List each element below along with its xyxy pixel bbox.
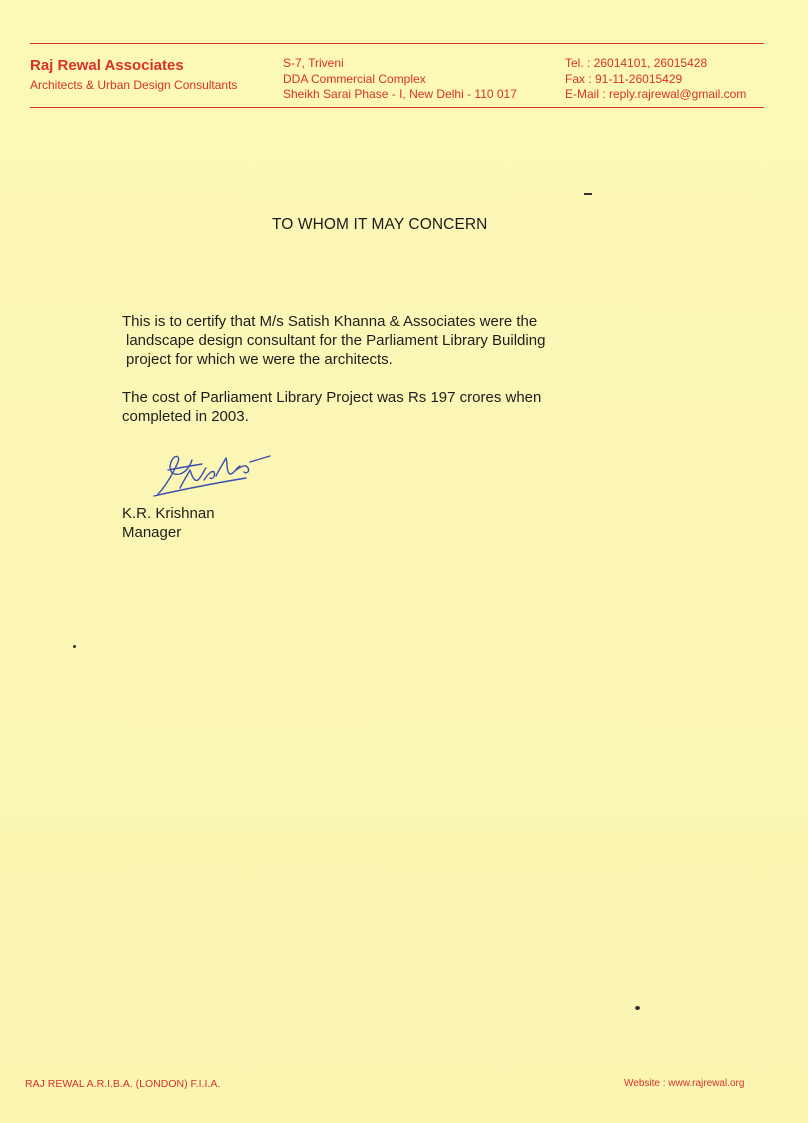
address-line: Sheikh Sarai Phase - I, New Delhi - 110 017 bbox=[283, 87, 517, 101]
letterhead-bottom-rule bbox=[30, 107, 764, 108]
ink-mark bbox=[584, 193, 592, 195]
firm-tagline: Architects & Urban Design Consultants bbox=[30, 78, 238, 92]
contact-block bbox=[565, 56, 746, 103]
paragraph-line: landscape design consultant for the Parliament Library Building bbox=[126, 332, 546, 349]
footer-website: Website : www.rajrewal.org bbox=[624, 1078, 745, 1089]
paragraph-line: The cost of Parliament Library Project was Rs 197 crores when bbox=[122, 389, 542, 406]
address-block bbox=[283, 56, 517, 103]
signatory-title: Manager bbox=[122, 524, 182, 541]
paragraph-line: This is to certify that M/s Satish Khanna & Associates were the bbox=[122, 313, 538, 330]
phone-line: Tel. : 26014101, 26015428 bbox=[565, 56, 708, 70]
footer-credentials: RAJ REWAL A.R.I.B.A. (LONDON) F.I.I.A. bbox=[25, 1078, 221, 1090]
address-line: DDA Commercial Complex bbox=[283, 71, 426, 86]
letterhead-top-rule bbox=[30, 43, 764, 44]
firm-name: Raj Rewal Associates bbox=[30, 57, 184, 74]
address-line: S-7, Triveni bbox=[283, 56, 344, 70]
cost-paragraph bbox=[122, 388, 541, 426]
paper-speck bbox=[73, 645, 76, 648]
signatory-name: K.R. Krishnan bbox=[122, 505, 215, 522]
fax-line: Fax : 91-11-26015429 bbox=[565, 71, 683, 86]
handwritten-signature bbox=[150, 440, 280, 502]
email-line: E-Mail : reply.rajrewal@gmail.com bbox=[565, 87, 747, 101]
certification-paragraph bbox=[122, 312, 545, 369]
paper-speck bbox=[635, 1006, 640, 1010]
letter-title: TO WHOM IT MAY CONCERN bbox=[272, 216, 488, 233]
paragraph-line: project for which we were the architects. bbox=[126, 351, 393, 368]
paragraph-line: completed in 2003. bbox=[122, 408, 249, 425]
